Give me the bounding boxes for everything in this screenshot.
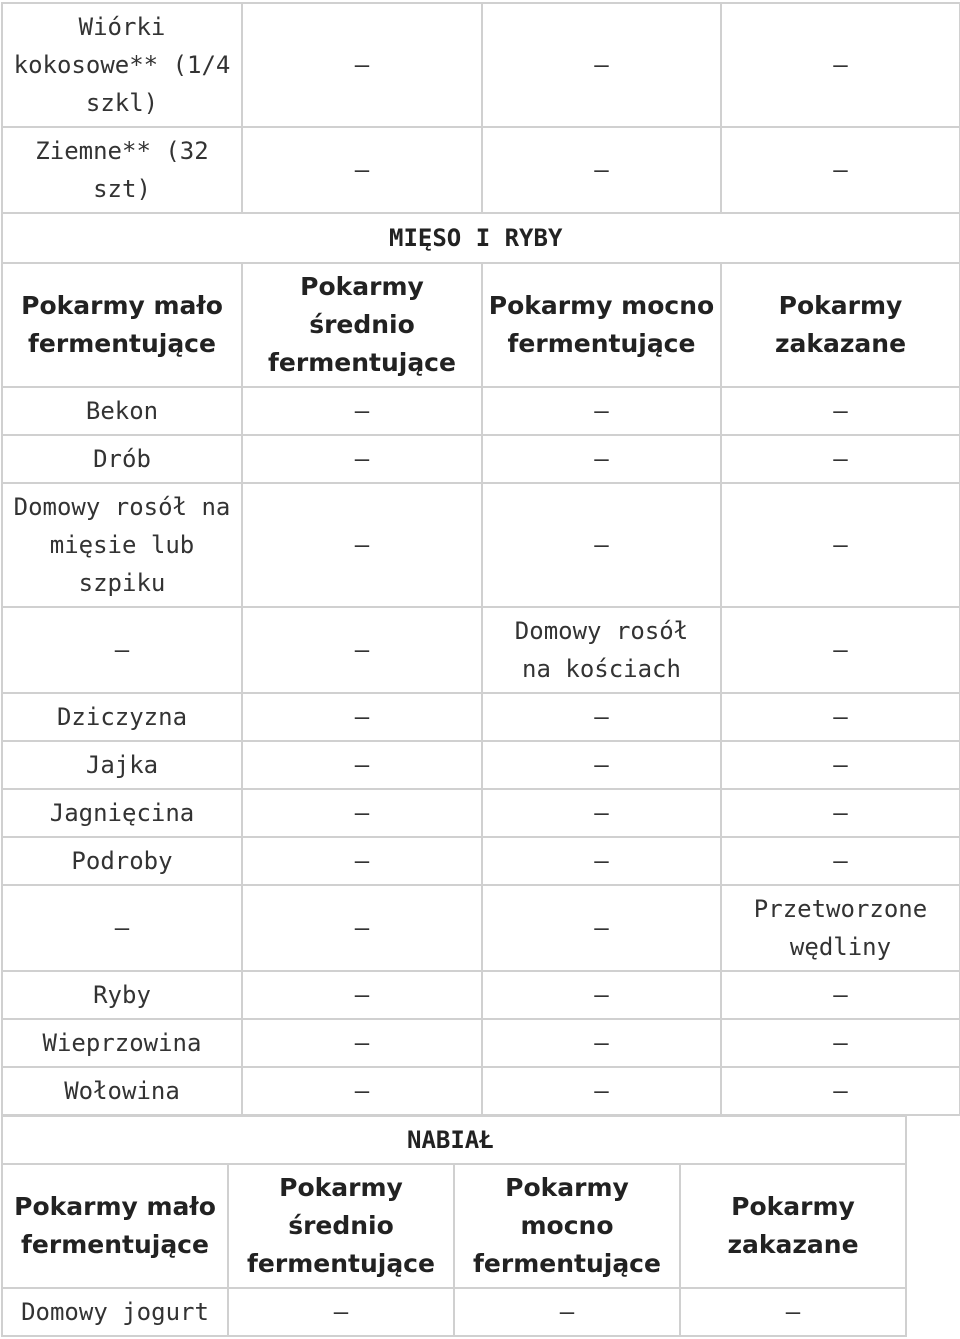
dash-cell: —: [242, 435, 482, 483]
food-name-cell: Jagnięcina: [2, 789, 242, 837]
column-header-medium: Pokarmy średnio fermentujące: [228, 1164, 454, 1288]
dash-cell: —: [721, 1067, 960, 1115]
dash-cell: —: [242, 3, 482, 127]
dash-cell: —: [721, 741, 960, 789]
section-title: NABIAŁ: [2, 1116, 906, 1164]
dash-cell: —: [242, 127, 482, 213]
table-row: [2, 837, 960, 885]
food-name-cell: Bekon: [2, 387, 242, 435]
table-row: [2, 1067, 960, 1115]
food-name-cell: Dziczyzna: [2, 693, 242, 741]
food-name-cell: Jajka: [2, 741, 242, 789]
dash-cell: —: [2, 607, 242, 693]
dash-cell: —: [482, 971, 721, 1019]
table-row: [2, 127, 960, 213]
column-header-medium: Pokarmy średnio fermentujące: [242, 263, 482, 387]
food-name-cell: Drób: [2, 435, 242, 483]
dash-cell: —: [680, 1288, 906, 1336]
dash-cell: —: [482, 435, 721, 483]
table-row: [2, 483, 960, 607]
table-row: [2, 789, 960, 837]
table-row: [2, 1288, 906, 1336]
dash-cell: —: [2, 885, 242, 971]
food-name-cell: Przetworzone wędliny: [721, 885, 960, 971]
dash-cell: —: [242, 741, 482, 789]
food-name-cell: Ziemne** (32 szt): [2, 127, 242, 213]
table-row: [2, 693, 960, 741]
dash-cell: —: [721, 789, 960, 837]
dash-cell: —: [721, 1019, 960, 1067]
dash-cell: —: [454, 1288, 680, 1336]
dash-cell: —: [482, 837, 721, 885]
table-row: [2, 3, 960, 127]
column-header-high: Pokarmy mocno fermentujące: [482, 263, 721, 387]
food-name-cell: Domowy rosół na mięsie lub szpiku: [2, 483, 242, 607]
food-name-cell: Ryby: [2, 971, 242, 1019]
food-name-cell: Wołowina: [2, 1067, 242, 1115]
dash-cell: —: [242, 1019, 482, 1067]
column-header-forbidden: Pokarmy zakazane: [680, 1164, 906, 1288]
dash-cell: —: [482, 483, 721, 607]
dash-cell: —: [242, 483, 482, 607]
dash-cell: —: [721, 127, 960, 213]
table-row: [2, 741, 960, 789]
dash-cell: —: [721, 3, 960, 127]
dash-cell: —: [721, 387, 960, 435]
column-header-low: Pokarmy mało fermentujące: [2, 1164, 228, 1288]
dash-cell: —: [482, 741, 721, 789]
column-header-high: Pokarmy mocno fermentujące: [454, 1164, 680, 1288]
dash-cell: —: [721, 483, 960, 607]
column-header-low: Pokarmy mało fermentujące: [2, 263, 242, 387]
dash-cell: —: [242, 789, 482, 837]
dash-cell: —: [482, 3, 721, 127]
section-title-row: [2, 1116, 906, 1164]
dash-cell: —: [482, 693, 721, 741]
section-title: MIĘSO I RYBY: [2, 213, 960, 263]
dash-cell: —: [721, 971, 960, 1019]
dash-cell: —: [721, 607, 960, 693]
dash-cell: —: [242, 1067, 482, 1115]
dash-cell: —: [242, 971, 482, 1019]
dairy-table: [1, 1115, 907, 1337]
table-row: [2, 1019, 960, 1067]
dash-cell: —: [482, 387, 721, 435]
food-name-cell: Wieprzowina: [2, 1019, 242, 1067]
dash-cell: —: [482, 1019, 721, 1067]
dash-cell: —: [228, 1288, 454, 1336]
dash-cell: —: [242, 607, 482, 693]
column-header-forbidden: Pokarmy zakazane: [721, 263, 960, 387]
dash-cell: —: [242, 885, 482, 971]
meat-fish-table: [1, 2, 960, 1116]
section-title-row: [2, 213, 960, 263]
table-row: [2, 387, 960, 435]
dash-cell: —: [242, 387, 482, 435]
food-name-cell: Podroby: [2, 837, 242, 885]
dash-cell: —: [482, 789, 721, 837]
dash-cell: —: [721, 837, 960, 885]
table-row: [2, 971, 960, 1019]
header-row: [2, 263, 960, 387]
dash-cell: —: [482, 885, 721, 971]
dash-cell: —: [482, 1067, 721, 1115]
table-row: [2, 607, 960, 693]
dash-cell: —: [242, 837, 482, 885]
dash-cell: —: [721, 435, 960, 483]
header-row: [2, 1164, 906, 1288]
dash-cell: —: [242, 693, 482, 741]
table-row: [2, 435, 960, 483]
table-row: [2, 885, 960, 971]
food-name-cell: Domowy jogurt: [2, 1288, 228, 1336]
dash-cell: —: [482, 127, 721, 213]
dash-cell: —: [721, 693, 960, 741]
food-name-cell: Wiórki kokosowe** (1/4 szkl): [2, 3, 242, 127]
food-name-cell: Domowy rosół na kościach: [482, 607, 721, 693]
